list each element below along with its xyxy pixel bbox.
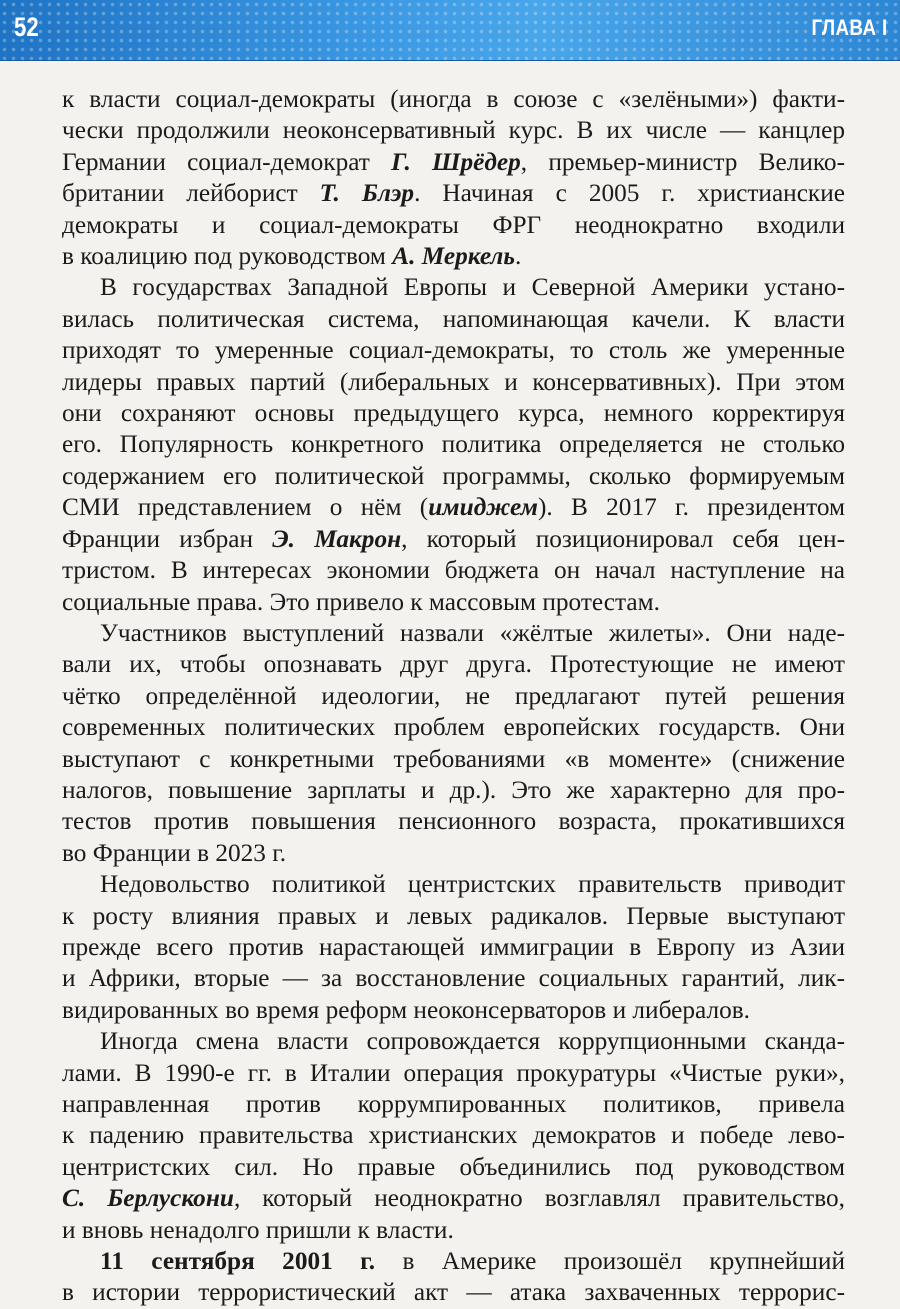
text-run: ). В 2017 г. президентом <box>537 493 845 522</box>
text-line: его. Популярность конкретного политика определяется не столько <box>62 430 845 459</box>
text-run: в Америке произошёл крупнейший <box>375 1247 845 1276</box>
page-number: 52 <box>14 12 39 42</box>
paragraph-4 <box>62 869 845 1026</box>
text-line: содержанием его политической программы, сколько формируемым <box>62 461 845 490</box>
text-line: Участников выступлений назвали «жёлтые жилеты». Они наде- <box>100 618 845 647</box>
text-line: социальные права. Это привело к массовым протестам. <box>62 587 660 616</box>
text-line: Недовольство политикой центристских правительств приводит <box>100 870 845 899</box>
text-line: к росту влияния правых и левых радикалов. Первые выступают <box>62 901 845 930</box>
text-run: . <box>514 242 522 271</box>
paragraph-3 <box>62 618 845 869</box>
text-run: Франции избран <box>62 524 273 553</box>
person-name: С. Берлускони <box>62 1184 234 1213</box>
text-line: и вновь ненадолго пришли к власти. <box>62 1215 454 1244</box>
text-line: к власти социал-демократы (иногда в союзе с «зелёными») факти- <box>62 85 845 113</box>
text-run: британии лейборист <box>62 179 320 208</box>
text-line: видированных во время реформ неоконсерваторов и либералов. <box>62 995 750 1024</box>
text-line <box>62 178 845 209</box>
text-line: и Африки, вторые — за восстановление социальных гарантий, лик- <box>62 964 845 993</box>
text-line: выступают с конкретными требованиями «в моменте» (снижение <box>62 744 845 773</box>
text-line: вилась политическая система, напоминающая качели. К власти <box>62 304 845 333</box>
date-term: 11 сентября 2001 г. <box>100 1247 376 1276</box>
text-run: в коалицию под руководством <box>62 242 393 271</box>
text-line <box>62 524 845 555</box>
text-line: чётко определённой идеологии, не предлагают путей решения <box>62 681 845 710</box>
text-line: демократы и социал-демократы ФРГ неоднократно входили <box>62 210 845 239</box>
text-line: они сохраняют основы предыдущего курса, немного корректируя <box>62 399 845 428</box>
person-name: А. Меркель <box>392 242 515 271</box>
text-line: чески продолжили неоконсервативный курс. В их числе — канцлер <box>62 116 845 145</box>
text-run: , премьер-министр Велико- <box>520 147 845 176</box>
person-name: Т. Блэр <box>319 179 415 208</box>
paragraph-6 <box>62 1246 845 1309</box>
text-line: Иногда смена власти сопровождается коррупционными сканда- <box>100 1027 845 1056</box>
page-header <box>0 0 900 60</box>
text-run: , который неоднократно возглавлял правительство, <box>233 1184 845 1213</box>
text-line: к падению правительства христианских демократов и победе лево- <box>62 1121 845 1150</box>
text-line: направленная против коррумпированных политиков, привела <box>62 1090 845 1118</box>
text-line: налогов, повышение зарплаты и др.). Это же характерно для про- <box>62 775 845 804</box>
text-line: во Франции в 2023 г. <box>62 838 287 867</box>
paragraph-2 <box>62 272 845 617</box>
text-line: лами. В 1990-е гг. в Италии операция прокуратуры «Чистые руки», <box>62 1058 845 1087</box>
text-line: тристом. В интересах экономии бюджета он начал наступление на <box>62 556 845 585</box>
text-run: . Начиная с 2005 г. христианские <box>414 179 845 208</box>
person-name: Э. Макрон <box>272 524 402 553</box>
text-line: центристских сил. Но правые объединились под руководством <box>62 1152 845 1181</box>
chapter-label: ГЛАВА I <box>811 15 888 40</box>
term-image: имиджем <box>428 493 538 522</box>
text-line: приходят то умеренные социал-демократы, то столь же умеренные <box>62 336 845 365</box>
text-run: СМИ представлением о нём ( <box>62 493 429 522</box>
text-line: вали их, чтобы опознавать друг друга. Протестующие не имеют <box>62 650 845 679</box>
person-name: Г. Шрёдер <box>391 147 521 176</box>
paragraph-5 <box>62 1026 845 1246</box>
text-line <box>62 1246 845 1277</box>
text-line <box>62 147 845 178</box>
text-line: В государствах Западной Европы и Северной Америки устано- <box>100 273 845 302</box>
text-line <box>62 492 845 523</box>
text-run: , который позиционировал себя цен- <box>401 524 845 553</box>
text-line: тестов против повышения пенсионного возраста, прокатившихся <box>62 807 845 836</box>
text-run: Германии социал-демократ <box>62 147 392 176</box>
text-line <box>62 241 845 272</box>
text-line: прежде всего против нарастающей иммиграции в Европу из Азии <box>62 932 845 961</box>
text-line: современных политических проблем европейских государств. Они <box>62 713 845 742</box>
paragraph-1 <box>62 84 845 272</box>
text-line: в истории террористический акт — атака захваченных террорис- <box>62 1278 845 1307</box>
text-line: лидеры правых партий (либеральных и консервативных). При этом <box>62 367 845 396</box>
body-text <box>62 84 845 1309</box>
text-line <box>62 1183 845 1214</box>
